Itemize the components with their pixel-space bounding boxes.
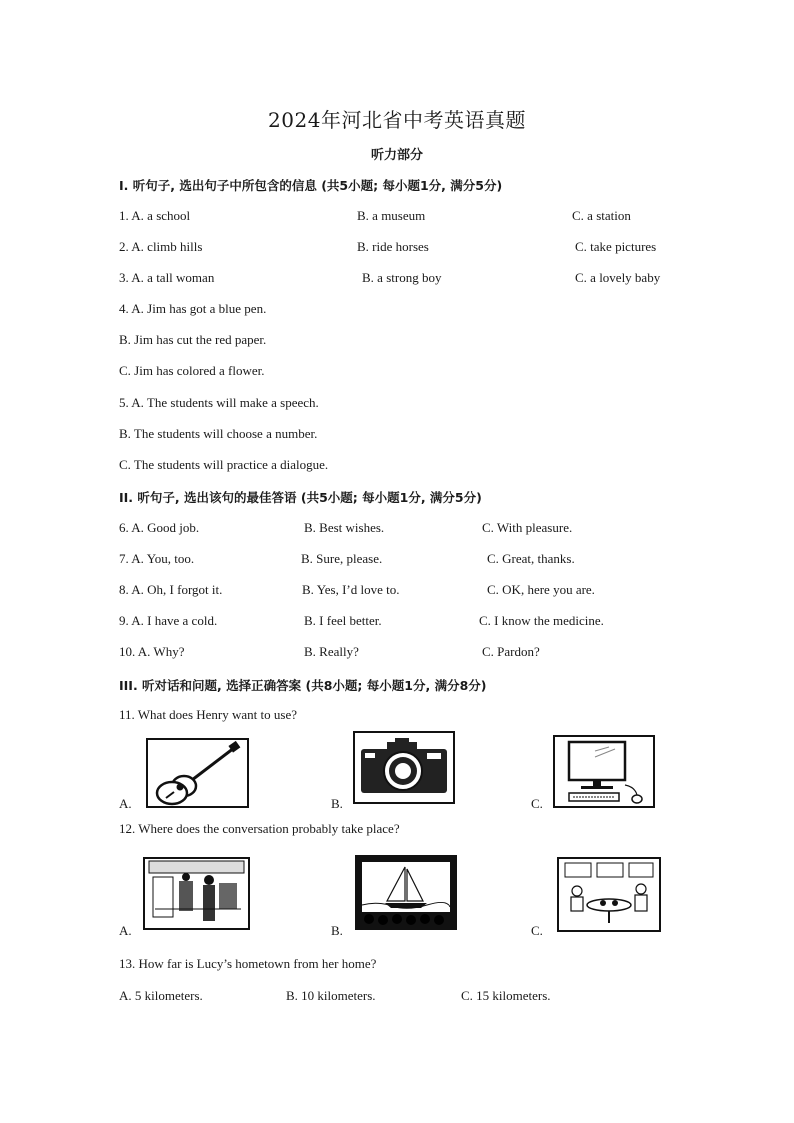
q7-option-a: 7. A. You, too. bbox=[119, 551, 195, 566]
q12-stem: 12. Where does the conversation probably take place? bbox=[119, 821, 400, 836]
q2-option-c: C. take pictures bbox=[575, 239, 657, 254]
section-2-heading: II. 听句子, 选出该句的最佳答语 (共5小题; 每小题1分, 满分5分) bbox=[119, 490, 482, 505]
restaurant-scene-icon bbox=[559, 859, 659, 930]
guitar-icon bbox=[148, 740, 247, 806]
q2-option-b: B. ride horses bbox=[357, 239, 429, 254]
q7-option-c: C. Great, thanks. bbox=[487, 551, 575, 566]
q6-option-b: B. Best wishes. bbox=[304, 520, 385, 535]
cinema-image bbox=[355, 855, 457, 930]
section-1-heading: I. 听句子, 选出句子中所包含的信息 (共5小题; 每小题1分, 满分5分) bbox=[119, 178, 503, 193]
q8-option-b: B. Yes, I’d love to. bbox=[302, 582, 400, 597]
q12-label-b: B. bbox=[331, 923, 343, 938]
store-image bbox=[143, 857, 250, 930]
q9-option-a: 9. A. I have a cold. bbox=[119, 613, 218, 628]
q4-option-b: B. Jim has cut the red paper. bbox=[119, 332, 267, 347]
q1-option-b: B. a museum bbox=[357, 208, 426, 223]
q9-option-b: B. I feel better. bbox=[304, 613, 382, 628]
q12-label-c: C. bbox=[531, 923, 543, 938]
q3-option-c: C. a lovely baby bbox=[575, 270, 661, 285]
q5-option-b: B. The students will choose a number. bbox=[119, 426, 318, 441]
restaurant-image bbox=[557, 857, 661, 932]
q13-stem: 13. How far is Lucy’s hometown from her home? bbox=[119, 956, 377, 971]
q4-option-a: 4. A. Jim has got a blue pen. bbox=[119, 301, 267, 316]
computer-image bbox=[553, 735, 655, 808]
q11-label-b: B. bbox=[331, 796, 343, 811]
q11-label-a: A. bbox=[119, 796, 132, 811]
page-subtitle: 听力部分 bbox=[370, 148, 423, 163]
q10-option-b: B. Really? bbox=[304, 644, 359, 659]
q3-option-b: B. a strong boy bbox=[362, 270, 442, 285]
q13-option-b: B. 10 kilometers. bbox=[286, 988, 376, 1003]
q7-option-b: B. Sure, please. bbox=[301, 551, 383, 566]
q6-option-c: C. With pleasure. bbox=[482, 520, 573, 535]
guitar-image bbox=[146, 738, 249, 808]
section-3-heading: III. 听对话和问题, 选择正确答案 (共8小题; 每小题1分, 满分8分) bbox=[119, 678, 487, 693]
q2-option-a: 2. A. climb hills bbox=[119, 239, 203, 254]
camera-icon bbox=[355, 733, 453, 802]
q9-option-c: C. I know the medicine. bbox=[479, 613, 604, 628]
q10-option-c: C. Pardon? bbox=[482, 644, 540, 659]
q1-option-a: 1. A. a school bbox=[119, 208, 191, 223]
q10-option-a: 10. A. Why? bbox=[119, 644, 185, 659]
q11-label-c: C. bbox=[531, 796, 543, 811]
q12-label-a: A. bbox=[119, 923, 132, 938]
shop-scene-icon bbox=[145, 859, 248, 928]
q8-option-a: 8. A. Oh, I forgot it. bbox=[119, 582, 223, 597]
page-title: 2024年河北省中考英语真题 bbox=[268, 108, 526, 132]
q13-option-a: A. 5 kilometers. bbox=[119, 988, 203, 1003]
cinema-screen-icon bbox=[357, 857, 455, 928]
q1-option-c: C. a station bbox=[572, 208, 631, 223]
computer-icon bbox=[555, 737, 653, 806]
q13-option-c: C. 15 kilometers. bbox=[461, 988, 551, 1003]
q6-option-a: 6. A. Good job. bbox=[119, 520, 200, 535]
q5-option-a: 5. A. The students will make a speech. bbox=[119, 395, 319, 410]
q11-stem: 11. What does Henry want to use? bbox=[119, 707, 297, 722]
q5-option-c: C. The students will practice a dialogue. bbox=[119, 457, 329, 472]
q3-option-a: 3. A. a tall woman bbox=[119, 270, 215, 285]
q8-option-c: C. OK, here you are. bbox=[487, 582, 595, 597]
q4-option-c: C. Jim has colored a flower. bbox=[119, 363, 265, 378]
camera-image bbox=[353, 731, 455, 804]
